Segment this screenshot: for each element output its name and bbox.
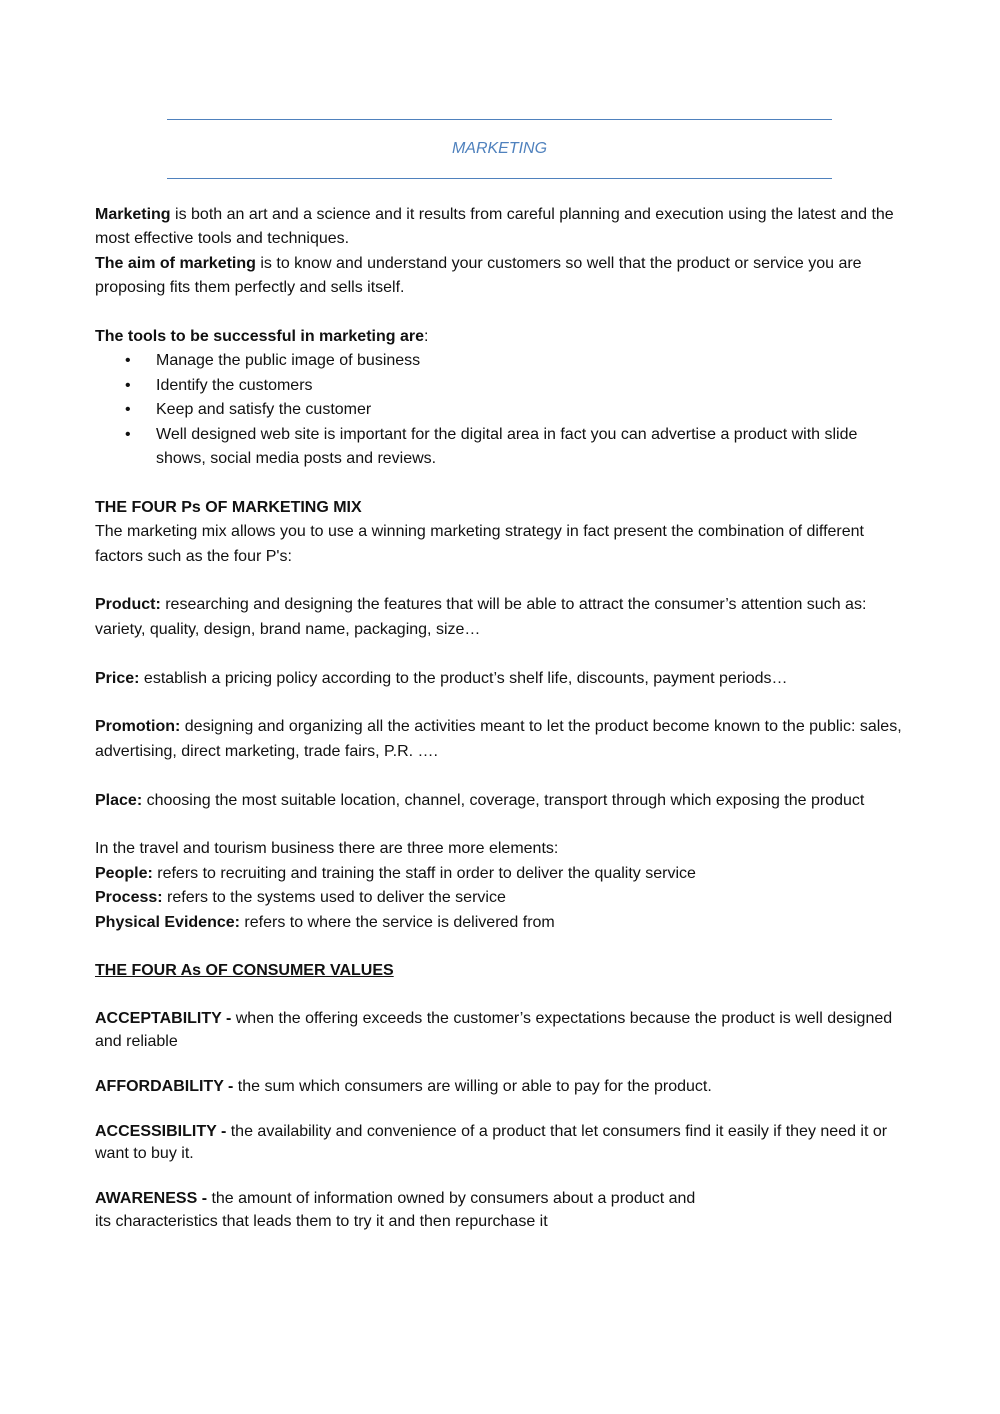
tools-heading-colon: : [423,328,429,346]
consumer-values-heading: THE FOUR As OF CONSUMER VALUES [95,962,394,980]
tourism-process-label: Process: [95,889,163,907]
list-item [95,423,907,472]
tools-list [95,349,907,471]
bullet-icon: • [125,401,131,419]
spacer [95,691,907,715]
spacer [95,569,907,593]
value-acceptability-text: when the offering exceeds the customer’s expectations because the product is well designed and reliable [95,1010,893,1050]
intro-text-1: is both an art and a science and it results from careful planning and execution using the latest and the most effective tools and techniques. [95,206,894,248]
tourism-process [95,886,907,910]
mix-promotion [95,715,907,764]
value-accessibility [95,1121,907,1166]
list-item-text: Keep and satisfy the customer [156,401,372,419]
value-acceptability-label: ACCEPTABILITY - [95,1010,232,1028]
spacer [95,1098,907,1121]
tourism-process-text: refers to the systems used to deliver the service [162,889,506,907]
tourism-intro: In the travel and tourism business there are three more elements: [95,840,559,858]
list-item [95,349,907,373]
mix-price [95,667,907,691]
list-item-text: Manage the public image of business [156,352,421,370]
spacer [95,1053,907,1076]
spacer [95,764,907,788]
tourism-evidence-text: refers to where the service is delivered from [239,913,555,931]
tourism-evidence [95,911,907,935]
page-title: MARKETING [451,140,548,157]
document-body [95,203,907,1233]
intro-paragraph-1 [95,203,907,252]
tourism-people [95,862,907,886]
bullet-icon: • [125,376,131,394]
mix-price-text: establish a pricing policy according to the product’s shelf life, discounts, payment periods… [139,669,788,687]
mix-product [95,593,907,642]
spacer [95,935,907,959]
tourism-people-label: People: [95,864,153,882]
value-affordability-label: AFFORDABILITY - [95,1077,234,1095]
value-accessibility-text: the availability and convenience of a product that let consumers find it easily if they need it or want to buy it. [95,1122,888,1163]
mix-place-text: choosing the most suitable location, channel, coverage, transport through which exposing the product [142,791,865,809]
value-acceptability [95,1008,907,1053]
tourism-evidence-label: Physical Evidence: [95,913,240,931]
intro-text-2: is to know and understand your customers so well that the product or service you are proposing fits them perfectly and sells itself. [95,254,862,297]
bullet-icon: • [125,425,131,443]
list-item [95,398,907,422]
value-accessibility-label: ACCESSIBILITY - [95,1122,227,1140]
intro-term-marketing: Marketing [95,206,171,223]
mix-product-label: Product: [95,596,161,614]
mix-price-label: Price: [95,669,140,687]
list-item-text: Identify the customers [156,376,313,394]
list-item-text: Well designed web site is important for the digital area in fact you can advertise a product with slide shows, social media posts and reviews. [156,425,858,468]
value-affordability [95,1076,907,1099]
title-block [167,119,832,179]
value-awareness-label: AWARENESS - [95,1190,208,1208]
mix-product-text: researching and designing the features that will be able to attract the consumer’s attention such as: variety, quality, design, brand name, packaging, size… [95,596,867,638]
bullet-icon: • [125,352,131,370]
spacer [95,984,907,1008]
mix-promotion-text: designing and organizing all the activities meant to let the product become known to the public: sales, advertising, direct marketing, trade fairs, P.R. …. [95,718,902,760]
spacer [95,642,907,666]
spacer [95,471,907,495]
marketing-mix-intro: The marketing mix allows you to use a winning marketing strategy in fact present the combination of different factors such as the four P's: [95,523,864,565]
tools-heading-bold: The tools to be successful in marketing are [95,328,424,346]
tools-heading [95,325,907,349]
intro-term-aim: The aim of marketing [95,254,256,272]
intro-paragraph-2 [95,252,907,301]
list-item [95,374,907,398]
value-awareness-text-2: its characteristics that leads them to try it and then repurchase it [95,1212,548,1230]
spacer [95,301,907,325]
spacer [95,813,907,837]
marketing-mix-heading: THE FOUR Ps OF MARKETING MIX [95,498,362,516]
mix-promotion-label: Promotion: [95,718,181,736]
value-awareness-text-1: the amount of information owned by consumers about a product and [207,1190,696,1208]
value-affordability-text: the sum which consumers are willing or able to pay for the product. [233,1077,712,1095]
spacer [95,1166,907,1189]
mix-place-label: Place: [95,791,143,809]
value-awareness [95,1188,907,1233]
mix-place [95,789,907,813]
tourism-people-text: refers to recruiting and training the staff in order to deliver the quality service [152,864,696,882]
